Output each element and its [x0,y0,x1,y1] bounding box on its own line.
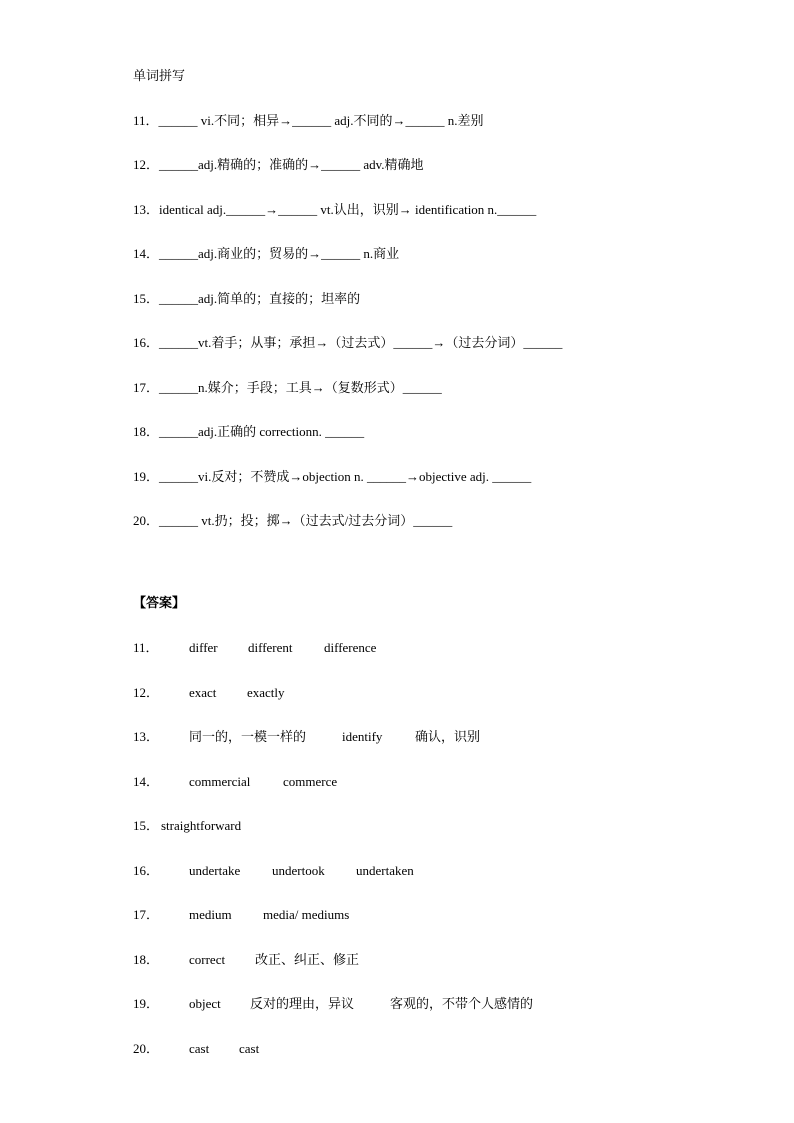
answer-row-12 [133,684,285,702]
answer-number: 20． [133,1041,160,1056]
answer-row-16 [133,862,414,880]
question-20: 20．______ vt.扔；投；掷→（过去式/过去分词）______ [133,513,453,528]
answer-item: cast [189,1041,210,1056]
answer-item: 客观的，不带个人感情的 [390,996,534,1011]
answer-number: 17． [133,907,160,922]
answer-row-18 [133,951,360,969]
answer-item: undertaken [356,863,414,878]
answer-item: 同一的，一模一样的 [189,729,307,744]
question-19: 19．______vi.反对；不赞成→objection n. ______→objective adj. ______ [133,469,532,484]
question-13: 13．identical adj.______→______ vt.认出，识别→ identification n.______ [133,202,537,217]
answer-item: differ [189,640,218,655]
answer-item: cast [239,1041,260,1056]
answer-item: commerce [283,774,338,789]
answer-item: correct [189,952,226,967]
answer-item: undertake [189,863,241,878]
answer-number: 15． [133,818,160,833]
section-title: 单词拼写 [133,68,186,83]
answer-number: 13． [133,729,160,744]
answer-number: 18． [133,952,160,967]
answer-item: difference [324,640,377,655]
answer-item: 反对的理由，异议 [250,996,355,1011]
answer-item: media/ mediums [263,907,350,922]
answer-item: 改正、纠正、修正 [255,952,360,967]
answer-number: 11． [133,640,159,655]
answer-row-20 [133,1040,260,1058]
answer-number: 16． [133,863,160,878]
question-14: 14．______adj.商业的；贸易的→______ n.商业 [133,246,400,261]
question-11: 11．______ vi.不同；相异→______ adj.不同的→______ n.差别 [133,113,484,128]
answer-number: 14． [133,774,160,789]
answer-item: identify [342,729,383,744]
answer-number: 12． [133,685,160,700]
question-18: 18．______adj.正确的 correctionn. ______ [133,424,365,439]
answer-heading: 【答案】 [133,595,186,610]
answer-item: straightforward [161,818,242,833]
question-12: 12．______adj.精确的；准确的→______ adv.精确地 [133,157,424,172]
question-17: 17．______n.媒介；手段；工具→（复数形式）______ [133,380,442,395]
answer-item: 确认，识别 [415,729,481,744]
answer-item: undertook [272,863,325,878]
answer-item: different [248,640,293,655]
answer-item: exact [189,685,217,700]
answer-row-14 [133,773,338,791]
answer-number: 19． [133,996,160,1011]
answer-item: exactly [247,685,285,700]
answer-item: medium [189,907,232,922]
answer-row-19 [133,995,534,1013]
answer-row-13 [133,728,481,746]
answer-row-11 [133,639,377,657]
answer-item: commercial [189,774,251,789]
answer-row-17 [133,906,350,924]
answer-item: object [189,996,221,1011]
answer-row-15 [133,817,242,835]
question-15: 15．______adj.简单的；直接的；坦率的 [133,291,361,306]
question-16: 16．______vt.着手；从事；承担→（过去式）______→（过去分词）______ [133,335,563,350]
